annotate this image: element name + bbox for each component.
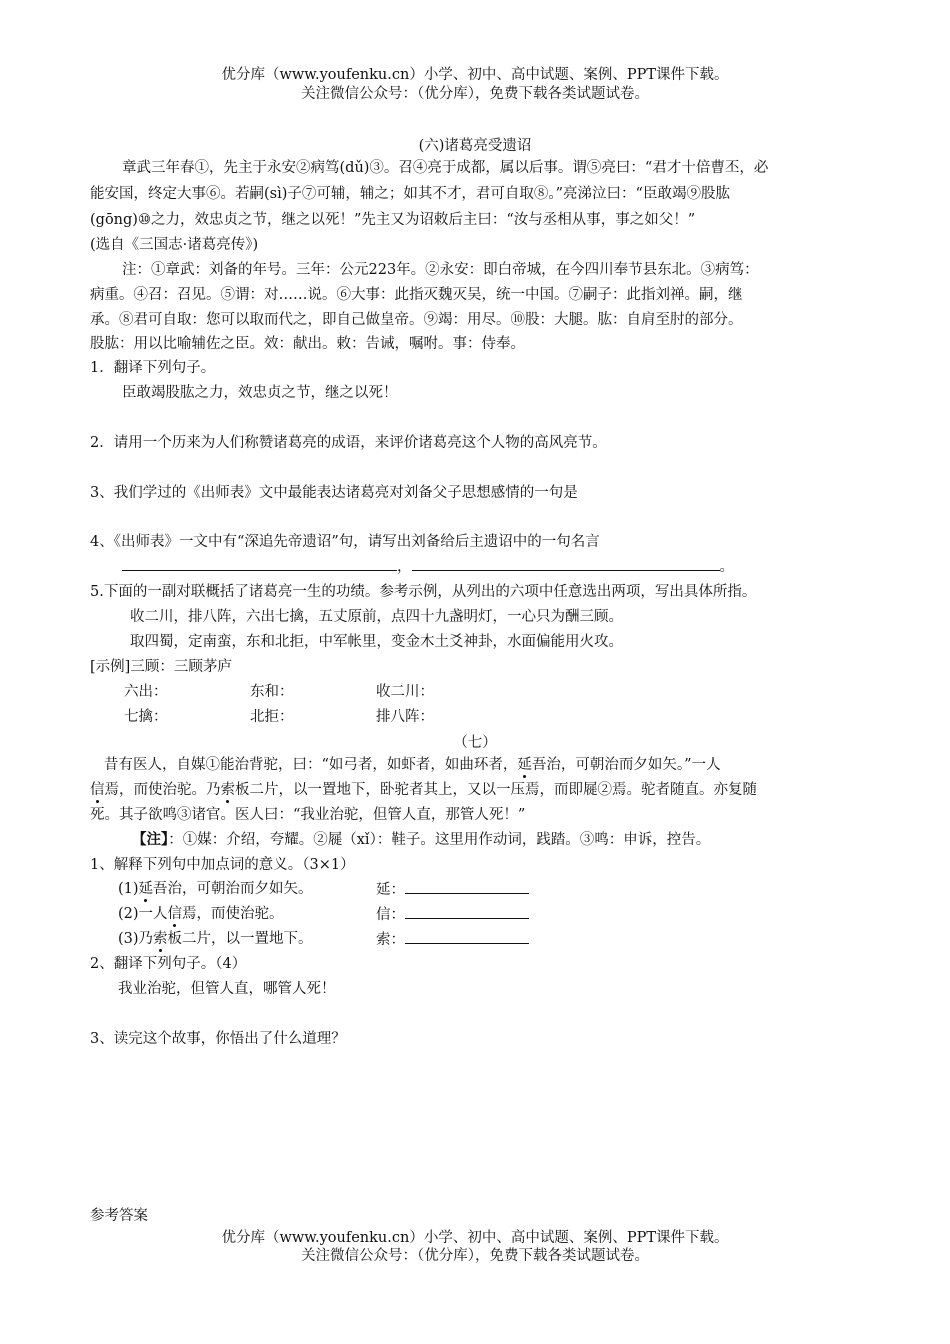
header-line-2: 关注微信公众号：（优分库），免费下载各类试题试卷。 [301, 86, 649, 102]
story-note [132, 830, 710, 850]
note-line: 注：①章武：刘备的年号。三年：公元223年。②永安：即白帝城，在今四川奉节县东北。③病笃： [122, 262, 759, 278]
sub-label: 索： [376, 932, 405, 948]
footer-line-2: 关注微信公众号：（优分库），免费下载各类试题试卷。 [301, 1248, 649, 1264]
item-pabazhen: 排八阵： [376, 709, 434, 725]
question-3: 3、我们学过的《出师表》文中最能表达诸葛亮对刘备父子思想感情的一句是 [90, 485, 578, 501]
note-label: 【注】 [132, 831, 169, 848]
question-4: 4、《出师表》一文中有“深追先帝遗诏”句，请写出刘备给后主遗诏中的一句名言 [90, 534, 600, 550]
sub-pre: (3)乃 [118, 931, 154, 947]
question-1: 1．翻译下列句子。 [90, 360, 216, 376]
story-line [90, 780, 757, 800]
note-line: 股肱：用以比喻辅佐之臣。效：献出。敕：告诫，嘱咐。事：侍奉。 [90, 336, 525, 352]
question-1-sentence: 臣敢竭股肱之力，效忠贞之节，继之以死！ [122, 385, 398, 401]
example: [示例]三顾：三顾茅庐 [90, 659, 232, 675]
sub-question-3 [118, 929, 313, 949]
item-donghe: 东和： [250, 684, 294, 700]
answer-blank[interactable] [412, 556, 720, 571]
passage-source: (选自《三国志·诸葛亮传》) [90, 237, 259, 253]
sub-question-2 [118, 904, 284, 924]
section7-question-2: 2、翻译下列句子。（4） [90, 956, 247, 972]
sub-post: 吾治，可朝治而夕如矢。 [153, 881, 313, 897]
passage-line: 章武三年春①，先主于永安②病笃(dǔ)③。召④亮于成都，属以后事。谓⑤亮曰：“君才十倍曹丕，必 [122, 160, 769, 176]
answer-blank[interactable] [405, 904, 529, 919]
item-shouerchuan: 收二川： [376, 684, 434, 700]
passage-line: (gōng)⑩之力，效忠贞之节，继之以死！”先主又为诏敕后主曰：“汝与丞相从事，事之如父！” [90, 212, 696, 228]
dotted-word-yan: 延 [517, 757, 532, 773]
footer-line-1: 优分库（www.youfenku.cn）小学、初中、高中试题、案例、PPT课件下载。 [221, 1230, 729, 1246]
dotted-word-suo: 索 [220, 782, 235, 798]
passage-line: 能安国，终定大事⑥。若嗣(sì)子⑦可辅，辅之；如其不才，君可自取⑧。”亮涕泣曰：“臣敢竭⑨股肱 [90, 186, 730, 202]
sub-question-1 [118, 879, 313, 899]
sub-label: 信： [376, 907, 405, 923]
note-line: 承。⑧君可自取：您可以取而代之，即自己做皇帝。⑨竭：用尽。⑩股：大腿。肱：自肩至肘的部分。 [90, 312, 743, 328]
couplet-upper: 收二川，排八阵，六出七擒，五丈原前，点四十九盏明灯，一心只为酬三顾。 [130, 609, 623, 625]
dotted-word: 信 [167, 906, 183, 922]
note-text: ：①媒：介绍，夸耀。②屣（xǐ）：鞋子。这里用作动词，践踏。③鸣：申诉，控告。 [168, 832, 711, 848]
answer-blank[interactable] [405, 879, 529, 894]
section-6-title: (六)诸葛亮受遗诏 [418, 138, 532, 154]
sub-post: 焉，而使治驼。 [182, 906, 284, 922]
story-text: 焉，而使治驼。乃 [104, 782, 221, 798]
sub-post: 板二片，以一置地下。 [167, 931, 313, 947]
header-line-1: 优分库（www.youfenku.cn）小学、初中、高中试题、案例、PPT课件下载。 [221, 67, 729, 83]
section7-question-3: 3、读完这个故事，你悟出了什么道理？ [90, 1031, 346, 1047]
story-text: 板二片，以一置地下，卧驼者其上，又以一压焉，而即屣②焉。驼者随直。亦复随 [235, 782, 757, 798]
section7-question-2-sentence: 我业治驼，但管人直，哪管人死！ [118, 981, 336, 997]
story-line [104, 755, 721, 775]
sub-pre: (2)一人 [118, 906, 168, 922]
sub-answer-3 [376, 929, 529, 950]
question-2: 2．请用一个历来为人们称赞诸葛亮的成语，来评价诸葛亮这个人物的高风亮节。 [90, 435, 607, 451]
item-liuchu: 六出： [124, 684, 168, 700]
item-beiju: 北拒： [250, 709, 294, 725]
sub-answer-1 [376, 879, 529, 900]
note-line: 病重。④召：召见。⑤谓：对……说。⑥大事：此指灭魏灭吴，统一中国。⑦嗣子：此指刘禅。嗣，继 [90, 287, 743, 303]
couplet-lower: 取四蜀，定南蛮，东和北拒，中军帐里，变金木土爻神卦，水面偏能用火攻。 [130, 634, 623, 650]
question-5: 5.下面的一副对联概括了诸葛亮一生的功绩。参考示例，从列出的六项中任意选出两项，写出具体所指。 [90, 584, 757, 600]
section7-question-1: 1、解释下列句中加点词的意义。（3×1） [90, 857, 355, 873]
sub-label: 延： [376, 882, 405, 898]
dotted-word-xin: 信 [90, 782, 105, 798]
story-text: 吾治，可朝治而夕如矢。”一人 [531, 757, 721, 773]
section-7-title: （七） [453, 735, 497, 751]
answer-blank[interactable] [405, 929, 529, 944]
answer-blank[interactable] [122, 556, 397, 571]
dotted-word: 索 [153, 931, 168, 947]
story-line: 死。其子欲鸣③诸官。医人曰：“我业治驼，但管人直，那管人死！” [90, 807, 526, 823]
separator: ， [397, 559, 412, 575]
story-text: 昔有医人，自媒①能治背驼，曰：“如弓者，如虾者，如曲环者， [104, 757, 518, 773]
answers-label: 参考答案 [90, 1208, 148, 1224]
dotted-word: 延 [138, 881, 154, 897]
end-mark: 。 [719, 559, 734, 575]
question-4-answer-row [122, 556, 734, 577]
item-qiqin: 七擒： [124, 709, 168, 725]
sub-pre: (1) [118, 881, 139, 897]
sub-answer-2 [376, 904, 529, 925]
